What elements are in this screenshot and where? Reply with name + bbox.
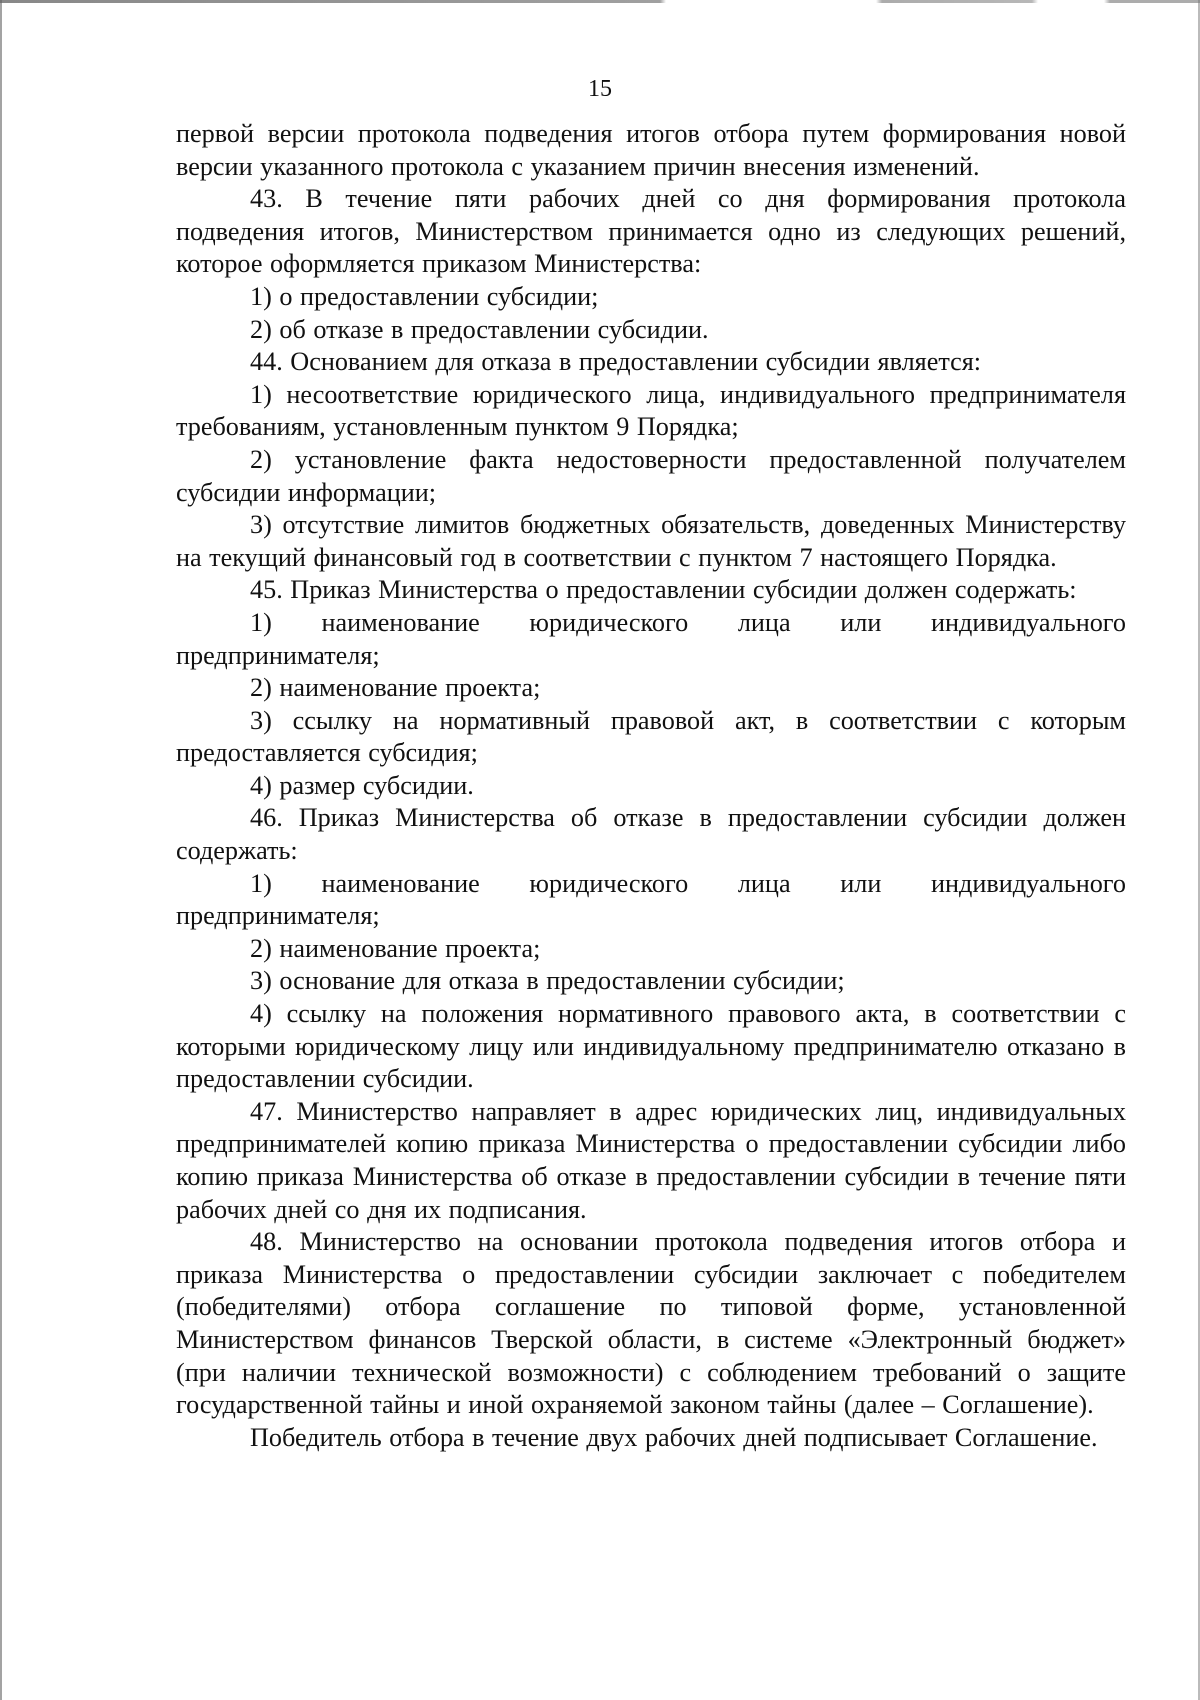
list-item: 2) наименование проекта; (250, 933, 541, 963)
list-item: 2) наименование проекта; (250, 673, 541, 703)
page-number: 15 (588, 76, 612, 102)
list-item: 3) отсутствие лимитов бюджетных обязательств, доведенных Министерству на текущий финансовый год в соответствии с пунктом 7 настоящего Порядка. (176, 510, 1126, 572)
list-item: 1) о предоставлении субсидии; (250, 281, 599, 311)
list-item: 3) ссылку на нормативный правовой акт, в соответствии с которым предоставляется субсидия; (176, 705, 1126, 768)
paragraph-46: 46. Приказ Министерства об отказе в предоставлении субсидии должен содержать: (176, 803, 1126, 866)
list-item: 2) об отказе в предоставлении субсидии. (250, 314, 709, 344)
scan-edge-top (0, 0, 1200, 3)
paragraph-44: 44. Основанием для отказа в предоставлении субсидии является: (250, 347, 982, 377)
paragraph-48: 48. Министерство на основании протокола подведения итогов отбора и приказа Министерства о предоставлении субсидии заключает с победителем (победителями) отбора соглашение по типовой форме, установленной Министерством финансов Тверской области, в системе «Электронный бюджет» (при наличии технической возможности) с соблюдением требований о защите государственной тайны и иной охраняемой законом тайны (далее – Соглашение). (176, 1227, 1126, 1420)
list-item: 4) размер субсидии. (250, 770, 474, 800)
document-body (176, 118, 1126, 1454)
list-item: 3) основание для отказа в предоставлении субсидии; (250, 966, 845, 996)
paragraph-final: Победитель отбора в течение двух рабочих дней подписывает Соглашение. (250, 1422, 1098, 1452)
list-item: 1) наименование юридического лица или индивидуального предпринимателя; (176, 607, 1126, 670)
list-item: 1) наименование юридического лица или индивидуального предпринимателя; (176, 868, 1126, 931)
list-item: 1) несоответствие юридического лица, индивидуального предпринимателя требованиям, установленным пунктом 9 Порядка; (176, 379, 1126, 442)
paragraph-47: 47. Министерство направляет в адрес юридических лиц, индивидуальных предпринимателей копию приказа Министерства о предоставлении субсидии либо копию приказа Министерства об отказе в предоставлении субсидии в течение пяти рабочих дней со дня их подписания. (176, 1096, 1126, 1224)
paragraph-45: 45. Приказ Министерства о предоставлении субсидии должен содержать: (250, 575, 1077, 605)
list-item: 2) установление факта недостоверности предоставленной получателем субсидии информации; (176, 444, 1126, 507)
scan-edge-left (0, 0, 2, 1700)
list-item: 4) ссылку на положения нормативного правового акта, в соответствии с которыми юридическому лицу или индивидуальному предпринимателю отказано в предоставлении субсидии. (176, 999, 1126, 1094)
paragraph-continuation: первой версии протокола подведения итогов отбора путем формирования новой версии указанного протокола с указанием причин внесения изменений. (176, 119, 1126, 181)
paragraph-43: 43. В течение пяти рабочих дней со дня формирования протокола подведения итогов, Министерством принимается одно из следующих решений, которое оформляется приказом Министерства: (176, 184, 1126, 279)
